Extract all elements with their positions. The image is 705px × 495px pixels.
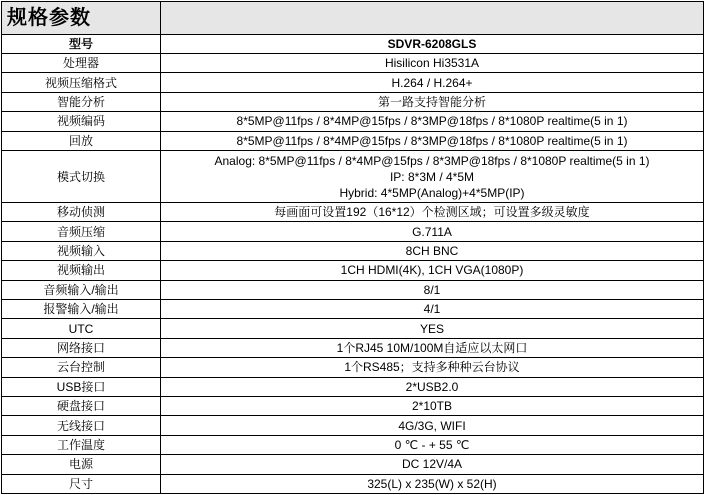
spec-label: USB接口 xyxy=(2,377,161,396)
spec-value: 2*10TB xyxy=(161,396,704,415)
title-fill xyxy=(161,2,704,35)
spec-value: 8*5MP@11fps / 8*4MP@15fps / 8*3MP@18fps / 8*1080P realtime(5 in 1) xyxy=(161,112,704,131)
spec-label: 尺寸 xyxy=(2,474,161,493)
spec-value: 1个RJ45 10M/100M自适应以太网口 xyxy=(161,338,704,357)
spec-row xyxy=(2,300,704,319)
spec-row xyxy=(2,435,704,454)
spec-row xyxy=(2,358,704,377)
spec-label: 视频输入 xyxy=(2,241,161,260)
spec-row xyxy=(2,377,704,396)
spec-label: 音频输入/输出 xyxy=(2,280,161,299)
spec-label: UTC xyxy=(2,319,161,338)
spec-value: DC 12V/4A xyxy=(161,455,704,474)
spec-row xyxy=(2,261,704,280)
spec-row-mode xyxy=(2,151,704,203)
spec-value-multiline xyxy=(161,151,704,203)
spec-label: 电源 xyxy=(2,455,161,474)
spec-label: 型号 xyxy=(2,34,161,53)
spec-row xyxy=(2,222,704,241)
spec-value: 8/1 xyxy=(161,280,704,299)
spec-value: 4G/3G, WIFI xyxy=(161,416,704,435)
title-row xyxy=(2,2,704,35)
spec-row xyxy=(2,396,704,415)
spec-value: Hisilicon Hi3531A xyxy=(161,54,704,73)
mode-line-hybrid: Hybrid: 4*5MP(Analog)+4*5MP(IP) xyxy=(339,185,525,200)
spec-row xyxy=(2,54,704,73)
spec-label: 模式切换 xyxy=(2,151,161,203)
spec-label: 报警输入/输出 xyxy=(2,300,161,319)
spec-label: 智能分析 xyxy=(2,92,161,111)
spec-value: 8CH BNC xyxy=(161,241,704,260)
spec-label: 硬盘接口 xyxy=(2,396,161,415)
spec-value: H.264 / H.264+ xyxy=(161,73,704,92)
spec-table xyxy=(1,1,704,494)
spec-row xyxy=(2,280,704,299)
spec-label: 处理器 xyxy=(2,54,161,73)
spec-value: 每画面可设置192（16*12）个检测区域；可设置多级灵敏度 xyxy=(161,203,704,222)
spec-label: 云台控制 xyxy=(2,358,161,377)
spec-label: 工作温度 xyxy=(2,435,161,454)
spec-row xyxy=(2,338,704,357)
spec-label: 无线接口 xyxy=(2,416,161,435)
mode-line-ip: IP: 8*3M / 4*5M xyxy=(389,169,475,184)
spec-label: 网络接口 xyxy=(2,338,161,357)
spec-value: G.711A xyxy=(161,222,704,241)
spec-label: 视频编码 xyxy=(2,112,161,131)
spec-value: 1个RS485；支持多种种云台协议 xyxy=(161,358,704,377)
mode-line-analog: Analog: 8*5MP@11fps / 8*4MP@15fps / 8*3MP@18fps / 8*1080P realtime(5 in 1) xyxy=(214,153,650,168)
spec-value: 0 ℃ - + 55 ℃ xyxy=(161,435,704,454)
spec-label: 视频压缩格式 xyxy=(2,73,161,92)
spec-row xyxy=(2,73,704,92)
spec-label: 移动侦测 xyxy=(2,203,161,222)
spec-row xyxy=(2,474,704,493)
spec-row xyxy=(2,112,704,131)
spec-value: SDVR-6208GLS xyxy=(161,34,704,53)
spec-row xyxy=(2,131,704,150)
page-title: 规格参数 xyxy=(2,2,161,35)
spec-value: 325(L) x 235(W) x 52(H) xyxy=(161,474,704,493)
spec-row xyxy=(2,319,704,338)
spec-row xyxy=(2,241,704,260)
spec-value: YES xyxy=(161,319,704,338)
spec-value: 第一路支持智能分析 xyxy=(161,92,704,111)
spec-row-model xyxy=(2,34,704,53)
spec-value: 1CH HDMI(4K), 1CH VGA(1080P) xyxy=(161,261,704,280)
spec-label: 视频输出 xyxy=(2,261,161,280)
spec-row xyxy=(2,416,704,435)
spec-value: 2*USB2.0 xyxy=(161,377,704,396)
spec-row xyxy=(2,92,704,111)
spec-label: 回放 xyxy=(2,131,161,150)
spec-label: 音频压缩 xyxy=(2,222,161,241)
spec-row xyxy=(2,455,704,474)
spec-value: 4/1 xyxy=(161,300,704,319)
spec-value: 8*5MP@11fps / 8*4MP@15fps / 8*3MP@18fps / 8*1080P realtime(5 in 1) xyxy=(161,131,704,150)
spec-row xyxy=(2,203,704,222)
